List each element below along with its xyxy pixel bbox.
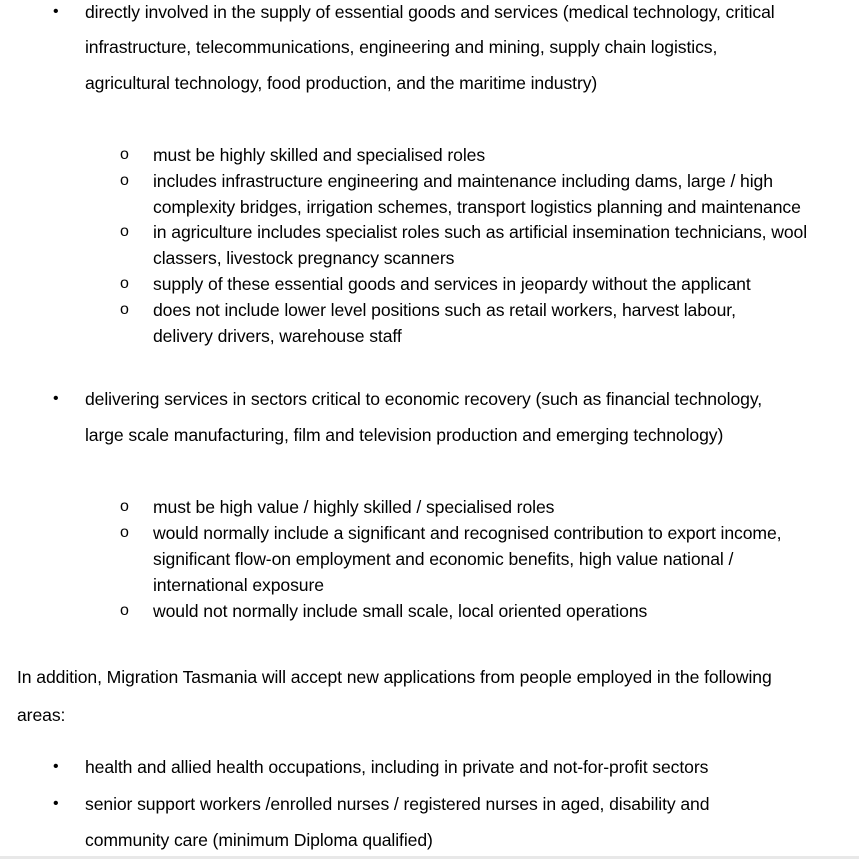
sub-bullet-text-line: must be highly skilled and specialised roles <box>153 145 486 165</box>
sub-bullet-text-line: supply of these essential goods and services in jeopardy without the applicant <box>153 274 751 294</box>
bullet-icon: • <box>53 390 59 407</box>
bullet-text-line: infrastructure, telecommunications, engineering and mining, supply chain logistics, <box>85 37 718 57</box>
sub-bullet-text-line: in agriculture includes specialist roles such as artificial insemination technicians, wool <box>153 222 808 242</box>
sub-bullet-icon: o <box>120 223 129 240</box>
sub-bullet-icon: o <box>120 498 129 515</box>
sub-bullet-icon: o <box>120 602 129 619</box>
sub-bullet-text-line: significant flow-on employment and economic benefits, high value national / <box>153 549 734 569</box>
sub-bullet-icon: o <box>120 146 129 163</box>
sub-bullet-text-line: delivery drivers, warehouse staff <box>153 326 402 346</box>
bullet-icon: • <box>53 3 59 20</box>
bullet-text-line: directly involved in the supply of essential goods and services (medical technology, critical <box>85 2 775 22</box>
sub-bullet-text-line: does not include lower level positions such as retail workers, harvest labour, <box>153 300 736 320</box>
sub-bullet-icon: o <box>120 275 129 292</box>
sub-bullet-text-line: complexity bridges, irrigation schemes, transport logistics planning and maintenance <box>153 197 801 217</box>
sub-bullet-text-line: would not normally include small scale, local oriented operations <box>153 601 648 621</box>
bullet-text-line: large scale manufacturing, film and television production and emerging technology) <box>85 425 724 445</box>
paragraph-line: In addition, Migration Tasmania will accept new applications from people employed in the following <box>17 667 772 687</box>
bullet-text-line: agricultural technology, food production, and the maritime industry) <box>85 73 598 93</box>
sub-bullet-text-line: classers, livestock pregnancy scanners <box>153 248 455 268</box>
paragraph-line: areas: <box>17 705 66 725</box>
sub-bullet-text-line: includes infrastructure engineering and maintenance including dams, large / high <box>153 171 773 191</box>
sub-bullet-text-line: international exposure <box>153 575 324 595</box>
sub-bullet-icon: o <box>120 172 129 189</box>
sub-bullet-text-line: must be high value / highly skilled / specialised roles <box>153 497 555 517</box>
bullet-text-line: delivering services in sectors critical to economic recovery (such as financial technology, <box>85 389 763 409</box>
bullet-text-line: senior support workers /enrolled nurses / registered nurses in aged, disability and <box>85 794 710 814</box>
bullet-text-line: health and allied health occupations, including in private and not-for-profit sectors <box>85 757 709 777</box>
bullet-text-line: community care (minimum Diploma qualified) <box>85 830 433 850</box>
bullet-icon: • <box>53 758 59 775</box>
sub-bullet-text-line: would normally include a significant and recognised contribution to export income, <box>153 523 782 543</box>
sub-bullet-icon: o <box>120 301 129 318</box>
bullet-icon: • <box>53 795 59 812</box>
sub-bullet-icon: o <box>120 524 129 541</box>
